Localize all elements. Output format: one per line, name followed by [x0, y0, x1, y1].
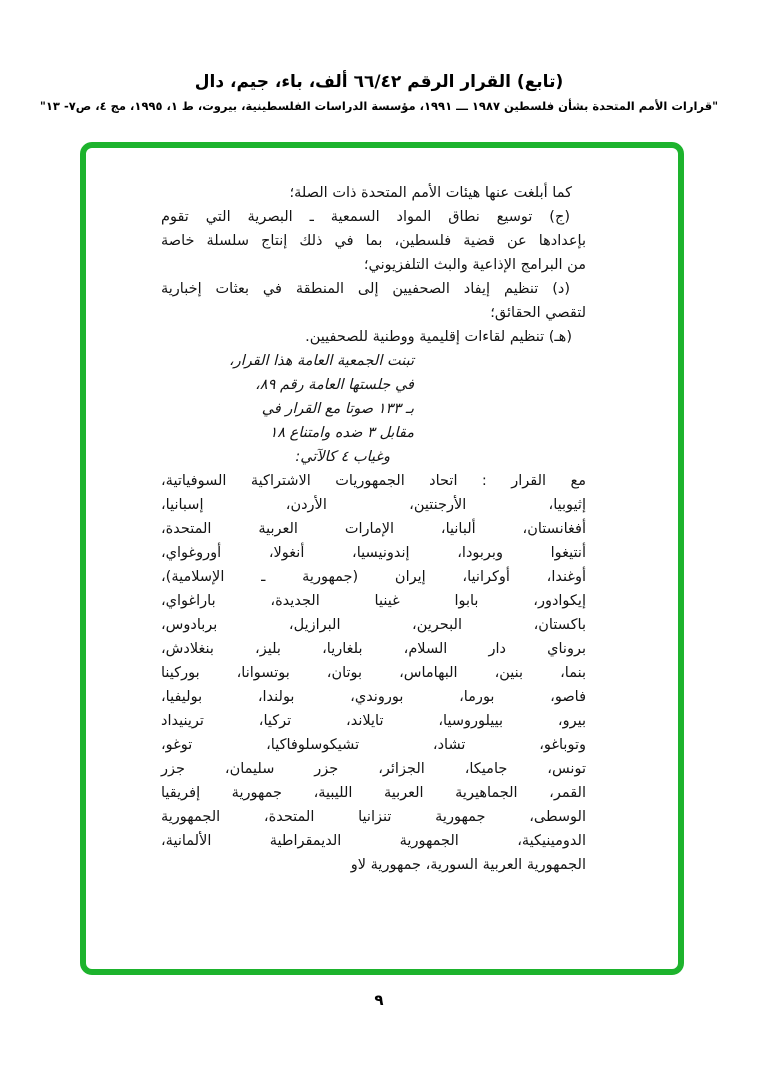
text-line: الوسطى، جمهورية تنزانيا المتحدة، الجمهورية	[161, 809, 586, 825]
text-line: إيكوادور، بابوا غينيا الجديدة، باراغواي،	[161, 593, 586, 609]
text-line: أنتيغوا وبربودا، إندونيسيا، أنغولا، أوروغواي،	[161, 545, 586, 561]
text-line: الدومينيكية، الجمهورية الديمقراطية الألمانية،	[161, 833, 586, 849]
text-line: (هـ) تنظيم لقاءات إقليمية ووطنية للصحفيين.	[305, 329, 572, 345]
text-line: مقابل ٣ ضده وامتناع ١٨	[269, 425, 414, 441]
text-line: وغياب ٤ كالآتي:	[295, 449, 390, 465]
text-line: إثيوبيا، الأرجنتين، الأردن، إسبانيا،	[161, 497, 586, 513]
text-line: بـ ١٣٣ صوتا مع القرار في	[261, 401, 414, 417]
text-line: من البرامج الإذاعية والبث التلفزيوني؛	[363, 257, 586, 273]
text-line: القمر، الجماهيرية العربية الليبية، جمهورية إفريقيا	[161, 785, 586, 801]
document-text	[161, 181, 586, 877]
text-line: أوغندا، أوكرانيا، إيران (جمهورية ـ الإسلامية)،	[161, 569, 586, 585]
text-line: بروناي دار السلام، بلغاريا، بليز، بنغلادش،	[161, 641, 586, 657]
resolution-title: (تابع) القرار الرقم ٦٦/٤٢ ألف، باء، جيم، دال	[194, 72, 564, 92]
text-line: فاصو، بورما، بوروندي، بولندا، بوليفيا،	[161, 689, 586, 705]
text-line: لتقصي الحقائق؛	[490, 305, 586, 321]
text-line: تونس، جاميكا، الجزائر، جزر سليمان، جزر	[161, 761, 586, 777]
source-citation: "قرارات الأمم المتحدة بشأن فلسطين ١٩٨٧ ـــ ١٩٩١، مؤسسة الدراسات الفلسطينية، بيروت، ط ١، ١٩٩٥، مج ٤، ص٧- ١٣"	[39, 99, 719, 113]
text-line: باكستان، البحرين، البرازيل، بربادوس،	[161, 617, 586, 633]
text-line: (ج) توسيع نطاق المواد السمعية ـ البصرية التي تقوم	[161, 209, 570, 225]
text-line: وتوباغو، تشاد، تشيكوسلوفاكيا، توغو،	[161, 737, 586, 753]
text-line: أفغانستان، ألبانيا، الإمارات العربية المتحدة،	[161, 521, 586, 537]
page-number: ٩	[374, 991, 384, 1009]
text-line: مع القرار : اتحاد الجمهوريات الاشتراكية السوفياتية،	[161, 473, 586, 489]
text-line: بنما، بنين، البهاماس، بوتان، بوتسوانا، بوركينا	[161, 665, 586, 681]
green-frame	[80, 142, 684, 975]
text-line: الجمهورية العربية السورية، جمهورية لاو	[350, 857, 586, 873]
page-header	[0, 71, 758, 114]
text-line: بيرو، بييلوروسيا، تايلاند، تركيا، ترينيداد	[161, 713, 586, 729]
text-line: في جلستها العامة رقم ٨٩،	[255, 377, 414, 393]
text-line: (د) تنظيم إيفاد الصحفيين إلى المنطقة في بعثات إخبارية	[161, 281, 570, 297]
text-line: كما أبلغت عنها هيئات الأمم المتحدة ذات الصلة؛	[289, 185, 572, 201]
text-line: تبنت الجمعية العامة هذا القرار،	[229, 353, 414, 369]
text-line: بإعدادها عن قضية فلسطين، بما في ذلك إنتاج سلسلة خاصة	[161, 233, 586, 249]
